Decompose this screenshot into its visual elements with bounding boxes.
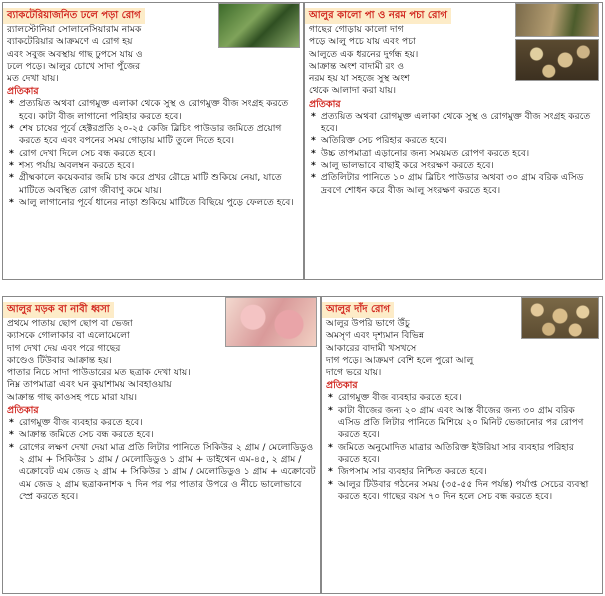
panel-title: আলুর মড়ক বা নাবী ধ্বসা <box>3 302 114 318</box>
remedy-heading: প্রতিকার <box>7 86 39 98</box>
remedy-heading: প্রতিকার <box>326 380 358 392</box>
remedy-list <box>322 392 602 503</box>
rotten-potato-photo <box>515 39 599 81</box>
panel-common-scab <box>321 296 603 594</box>
panel-description: প্রথমে পাতায় ছোপ ছোপ বা ভেজা ক্যাসকে গোলাকার বা এলোমেলো দাগ দেখা দেয় এবং পরে গাছের কাণ্ডেও টিউবার আক্রান্ত হয়। পাতার নিচে সাদা পাউডারের মত ছত্রাক দেখা যায়। নিম্ন তাপমাত্রা এবং ঘন কুয়াশাময় আবহাওয়ায় আক্রান্ত গাছ কাওসহ পচে মারা যায়। <box>7 318 191 403</box>
remedy-item: * রোগ দেখা দিলে সেচ বন্ধ করতে হবে। <box>7 148 299 160</box>
panel-title: আলুর দাঁদ রোগ <box>322 302 394 318</box>
plant-base-photo <box>515 3 599 37</box>
remedy-item: * জমিতে অনুমোদিত মাত্রার অতিরিক্ত ইউরিয়া সার ব্যবহার পরিহার করতে হবে। <box>326 442 598 467</box>
remedy-list <box>3 417 320 503</box>
panel-late-blight <box>2 296 321 594</box>
remedy-item: * রোগের লক্ষণ দেখা দেয়া মাত্র প্রতি লিটার পানিতে সিকিউর ২ গ্রাম / মেলোডিডুও ২ গ্রাম + সিকিউর ১ গ্রাম / মেলোডিডুও ১ গ্রাম + ডাইথেন এম-৪৫, ২ গ্রাম / এক্রোবেট এম জেড ২ গ্রাম + সিকিউর ১ গ্রাম / মেলোডিডুও ১ গ্রাম + এক্রোবেট এম জেড ২ গ্রাম ছত্রাকনাশক ৭ দিন পর পর পাতার উপরে ও নীচে ভালোভাবে স্প্রে করতে হবে। <box>7 442 316 503</box>
remedy-item: * আক্রান্ত জমিতে সেচ বন্ধ করতে হবে। <box>7 429 316 441</box>
panel-description: আলুর উপরি ভাগে উঁচু অমসৃণ এবং দৃশ্যমান বিভিন্ন আকারের বাদামী খসখসে দাগ পড়ে। আক্রমণ বেশি হলে পুরো আলু দাগে ভরে যায়। <box>326 318 474 379</box>
panel-description: গাছের গোড়ায় কালো দাগ পড়ে আলু পচে যায় এবং পচা আলুতে এক ধরনের দুর্গন্ধ হয়। আক্রান্ত অংশ বাদামী রং ও নরম হয় যা সহজে সুস্থ অংশ থেকে আলাদা করা যায়। <box>309 24 419 97</box>
remedy-list <box>305 111 602 197</box>
photo-stack <box>511 3 602 83</box>
panel-title: আলুর কালো পা ও নরম পচা রোগ <box>305 8 451 24</box>
remedy-list <box>3 98 303 209</box>
blighted-leaf-photo <box>225 297 317 347</box>
remedy-item: * আলু লাগানোর পূর্বে ধানের নাড়া শুকিয়ে মাটিতে বিছিয়ে পুড়ে ফেলতে হবে। <box>7 197 299 209</box>
remedy-item: * কাটা বীজের জন্য ২০ গ্রাম এবং আস্ত বীজের জন্য ৩০ গ্রাম বরিক এসিড প্রতি লিটার পানিতে মিশিয়ে ২০ মিনিট ভেজানোর পর রোপণ করতে হবে। <box>326 405 598 442</box>
remedy-item: * রোগমুক্ত বীজ ব্যবহার করতে হবে। <box>326 392 598 404</box>
remedy-heading: প্রতিকার <box>309 98 341 110</box>
scabby-potato-photo <box>521 297 599 339</box>
remedy-item: * প্রত্যয়িত অথবা রোগমুক্ত এলাকা থেকে সুস্থ ও রোগমুক্ত বীজ সংগ্রহ করতে হবে। <box>309 111 598 136</box>
remedy-item: * আলুর টিউবার গঠনের সময় (৩৫-৫৫ দিন পর্যন্ত) পর্যাপ্ত সেচের ব্যবস্থা করতে হবে। গাছের বয়স ৭০ দিন হলে সেচ বন্ধ করতে হবে। <box>326 479 598 504</box>
remedy-item: * প্রত্যয়িত অথবা রোগমুক্ত এলাকা থেকে সুস্থ ও রোগমুক্ত বীজ সংগ্রহ করতে হবে। কাটা বীজ লাগানো পরিহার করতে হবে। <box>7 98 299 123</box>
remedy-item: * জিপসাম সার ব্যবহার নিশ্চিত করতে হবে। <box>326 466 598 478</box>
wilted-plant-photo <box>218 3 300 48</box>
remedy-item: * রোগমুক্ত বীজ ব্যবহার করতে হবে। <box>7 417 316 429</box>
remedy-item: * শেষ চাষের পূর্বে হেক্টরপ্রতি ২০-২৫ কেজি ব্লিচিং পাউডার জমিতে প্রয়োগ করতে হবে এবং বপনের সময় গোড়ায় মাটি তুলে দিতে হবে। <box>7 123 299 148</box>
panel-bacterial-wilt <box>2 2 304 280</box>
remedy-item: * আলু ভালভাবে বাছাই করে সংরক্ষণ করতে হবে। <box>309 160 598 172</box>
panel-title: ব্যাকটেরিয়াজনিত ঢলে পড়া রোগ <box>3 8 145 24</box>
remedy-item: * শস্য পর্যায় অবলম্বন করতে হবে। <box>7 160 299 172</box>
panel-description: র‍্যালস্টোনিয়া সোলানেসিয়ারাম নামক ব্যাকটেরিয়ার আক্রমণে এ রোগ হয় এবং সবুজ অবস্থায় গাছ ঢুপসে যায় ও ঢলে পড়ে। আলুর চোখে সাদা পুঁজের মত দেখা যায়। <box>7 24 143 85</box>
remedy-item: * উচ্চ তাপমাত্রা এড়ানোর জন্য সময়মত রোপণ করতে হবে। <box>309 148 598 160</box>
remedy-item: * অতিরিক্ত সেচ পরিহার করতে হবে। <box>309 135 598 147</box>
remedy-item: * গ্রীষ্মকালে কয়েকবার জমি চাষ করে প্রখর রৌদ্রে মাটি শুকিয়ে নেয়া, যাতে মাটিতে অবস্থিত রোগ জীবাণু কমে যায়। <box>7 172 299 197</box>
panel-black-leg-soft-rot <box>304 2 603 280</box>
remedy-heading: প্রতিকার <box>7 405 39 417</box>
remedy-item: * প্রতিলিটার পানিতে ১০ গ্রাম ব্লিচিং পাউডার অথবা ৩০ গ্রাম বরিক এসিড দ্রবণে শোধন করে বীজ আলু সংরক্ষণ করতে হবে। <box>309 172 598 197</box>
